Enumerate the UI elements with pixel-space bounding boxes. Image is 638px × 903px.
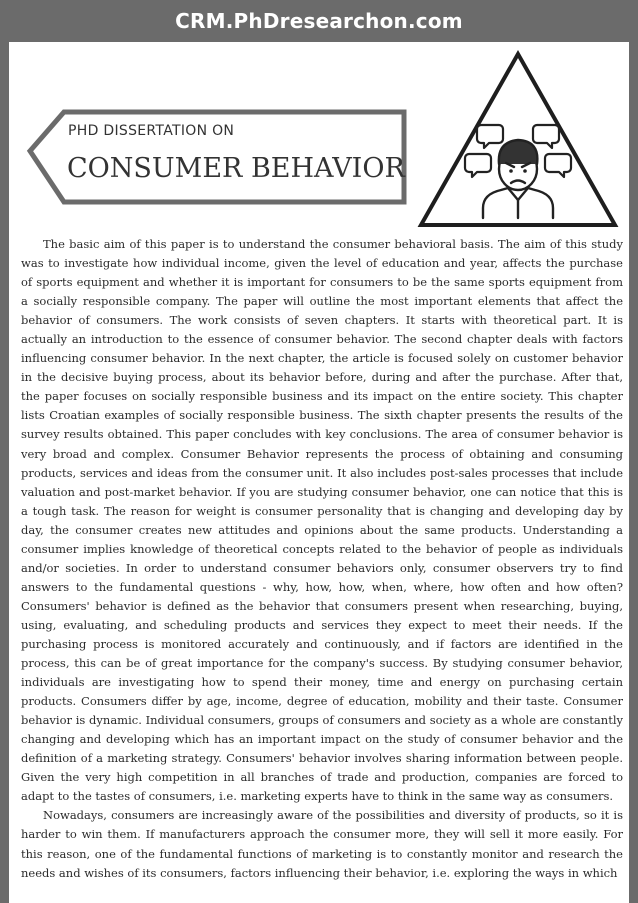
frustrated-consumer-icon [421,54,615,225]
body-text [21,235,623,883]
document-page [9,42,629,903]
paragraph: The basic aim of this paper is to understand the consumer behavioral basis. The aim of this study was to investigate how individual income, given the level of education and year, affects the purchase of sports equipment and whether it is important for consumers to be the same sports equipment from a socially responsible company. The paper will outline the most important elements that affect the behavior of consumers. The work consists of seven chapters. It starts with theoretical part. It is actually an introduction to the essence of consumer behavior. The second chapter deals with factors influencing consumer behavior. In the next chapter, the article is focused solely on customer behavior in the decisive buying process, about its behavior before, during and after the purchase. After that, the paper focuses on socially responsible business and its impact on the entire society. This chapter lists Croatian examples of socially responsible business. The sixth chapter presents the results of the survey results obtained. This paper concludes with key conclusions. The area of consumer behavior is very broad and complex. Consumer Behavior represents the process of obtaining and consuming products, services and ideas from the consumer unit. It also includes post-sales processes that include valuation and post-market behavior. If you are studying consumer behavior, one can notice that this is a tough task. The reason for weight is consumer personality that is changing and developing day by day, the consumer creates new attitudes and opinions about the same products. Understanding a consumer implies knowledge of theoretical concepts related to the behavior of people as individuals and/or societies. In order to understand consumer behaviors only, consumer observers try to find answers to the fundamental questions - why, how, how, when, where, how often and how often? Consumers' behavior is defined as the behavior that consumers present when researching, buying, using, evaluating, and scheduling products and services they expect to meet their needs. If the purchasing process is monitored accurately and continuously, and if factors are identified in the process, this can be of great importance for the company's success. By studying consumer behavior, individuals are investigating how to spend their money, time and energy on purchasing certain products. Consumers differ by age, income, degree of education, mobility and their taste. Consumer behavior is dynamic. Individual consumers, groups of consumers and society as a whole are constantly changing and developing which has an important impact on the study of consumer behavior and the definition of a marketing strategy. Consumers' behavior involves sharing information between people. Given the very high competition in all branches of trade and production, companies are forced to adapt to the tastes of consumers, i.e. marketing experts have to think in the same way as consumers. [21,237,623,804]
paragraph: Nowadays, consumers are increasingly aware of the possibilities and diversity of products, so it is harder to win them. If manufacturers approach the consumer more, they will sell it more easily. For this reason, one of the fundamental functions of marketing is to constantly monitor and research the needs and wishes of its consumers, factors influencing their behavior, i.e. exploring the ways in which [21,808,623,880]
site-title[interactable]: CRM.PhDresearchon.com [175,9,463,33]
document-subtitle: PHD DISSERTATION ON [68,123,235,139]
document-title: CONSUMER BEHAVIOR [67,153,405,184]
site-banner [0,0,638,42]
